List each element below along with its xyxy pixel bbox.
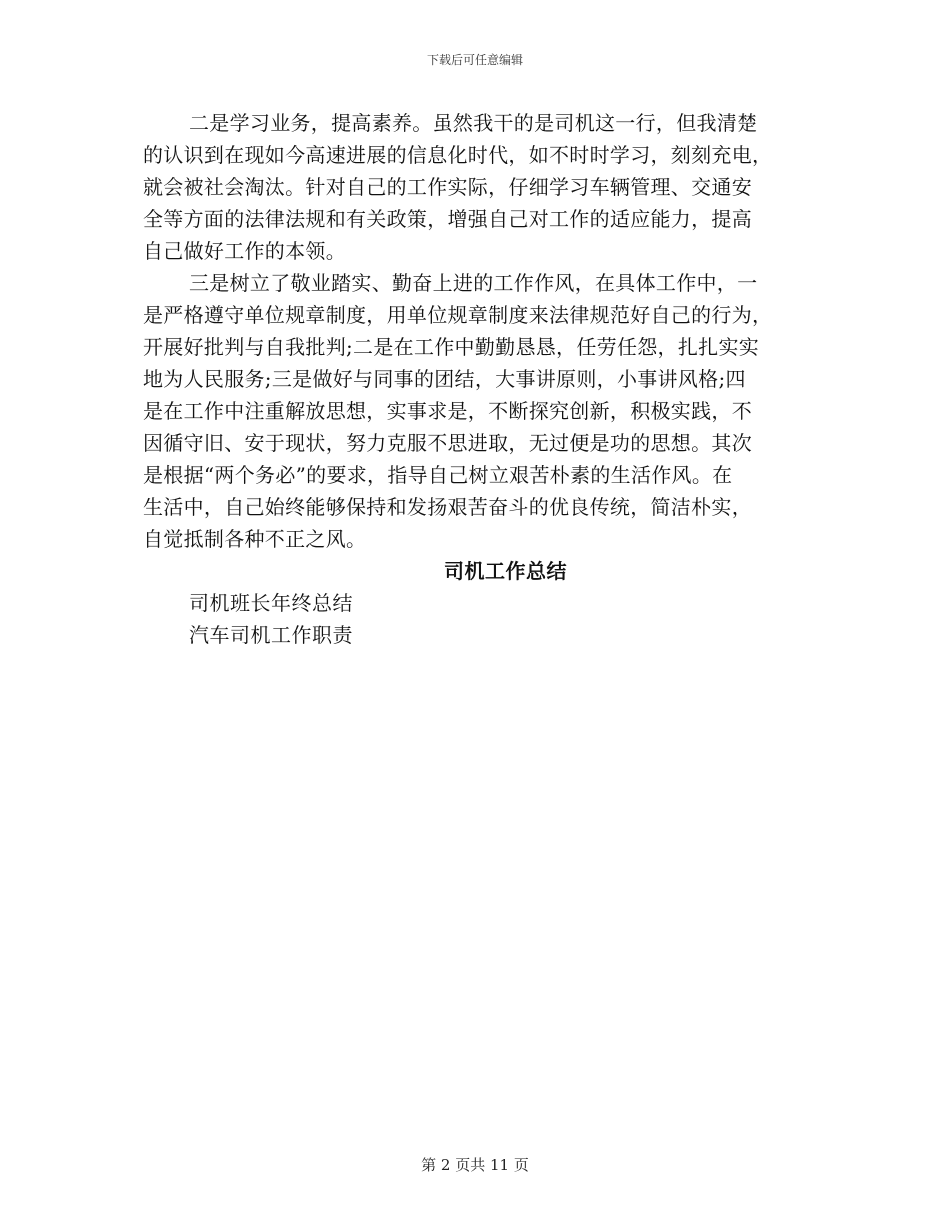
page-header-note: 下载后可任意编辑 [426,53,523,67]
paragraph-work-style [143,267,808,555]
paragraph-line: 是根据“两个务必”的要求，指导自己树立艰苦朴素的生活作风。在 [143,463,733,487]
paragraph-line: 二是学习业务，提高素养。虽然我干的是司机这一行，但我清楚 [189,111,758,135]
paragraph-line: 开展好批判与自我批判;二是在工作中勤勤恳恳，任劳任怨，扎扎实实 [143,335,760,359]
paragraph-line: 自己做好工作的本领。 [143,239,346,263]
related-links-list [143,587,808,651]
page-number-footer: 第 2 页共 11 页 [421,1156,529,1174]
related-link-item[interactable]: 汽车司机工作职责 [189,623,353,647]
paragraph-line: 就会被社会淘汰。针对自己的工作实际，仔细学习车辆管理、交通安 [143,175,752,199]
document-body [143,107,808,651]
related-link-item[interactable]: 司机班长年终总结 [189,591,353,615]
paragraph-line: 因循守旧、安于现状，努力克服不思进取，无过便是功的思想。其次 [143,431,752,455]
paragraph-line: 生活中，自己始终能够保持和发扬艰苦奋斗的优良传统，简洁朴实， [143,495,752,519]
paragraph-line: 是在工作中注重解放思想，实事求是，不断探究创新，积极实践，不 [143,399,752,423]
paragraph-line: 自觉抵制各种不正之风。 [143,527,367,551]
paragraph-study-business [143,107,808,267]
paragraph-line: 全等方面的法律法规和有关政策，增强自己对工作的适应能力，提高 [143,207,752,231]
paragraph-line: 地为人民服务;三是做好与同事的团结，大事讲原则，小事讲风格;四 [143,367,746,391]
paragraph-line: 是严格遵守单位规章制度，用单位规章制度来法律规范好自己的行为， [143,303,773,327]
section-title: 司机工作总结 [444,559,567,583]
paragraph-line: 三是树立了敬业踏实、勤奋上进的工作作风，在具体工作中，一 [189,271,758,295]
paragraph-line: 的认识到在现如今高速进展的信息化时代，如不时时学习，刻刻充电， [143,143,773,167]
